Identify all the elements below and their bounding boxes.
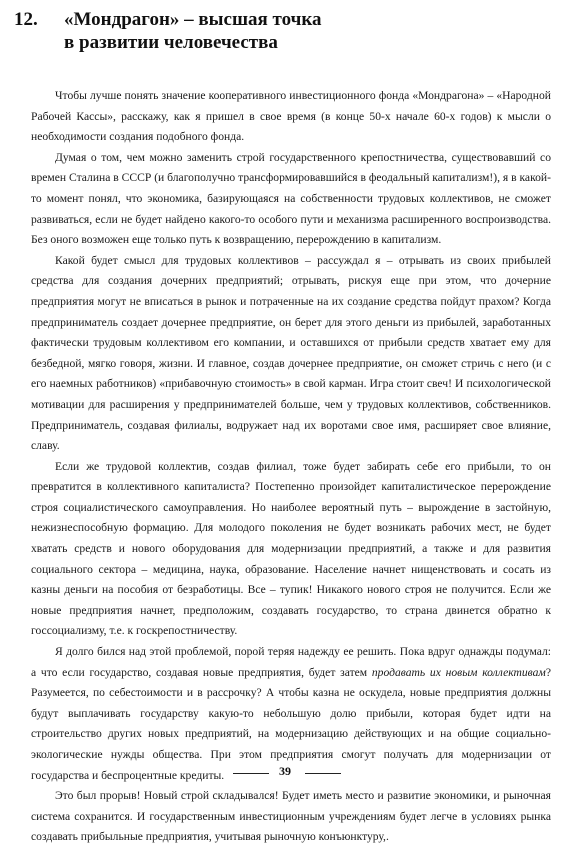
paragraph-2: Думая о том, чем можно заменить строй государственного крепостничества, существовавший со времен Сталина в СССР (и благополучно трансформировавшийся в феодальный капитализм!), я в какой-то момент понял, что экономика, базирующаяся на собственности трудовых коллективов, не сможет развиваться, если не будет найдено какого-то особого пути и механизма расширенного воспроизводства. Без оного возможен еще только путь к возвращению, перерождению в капитализм. bbox=[31, 150, 551, 247]
body-text bbox=[31, 86, 551, 848]
paragraph-1: Чтобы лучше понять значение кооперативного инвестиционного фонда «Мондрагона» – «Народной Рабочей Кассы», расскажу, как я пришел в свое время (в конце 50-х начале 60-х годов) к мысли о необходимости создания подобного фонда. bbox=[31, 89, 551, 144]
page-number: 39 bbox=[279, 764, 291, 778]
paragraph-4: Если же трудовой коллектив, создав филиал, тоже будет забирать себе его прибыли, то он превратится в коллективного капиталиста? Постепенно произойдет капиталистическое перерождение строя социалистического самоуправления. Но наиболее вероятный путь – вырождение в застойную, нежизнеспособную формацию. Для молодого поколения не будет возникать рабочих мест, не будет хватать средств и нового оборудования для модернизации предприятий, а также и для развития социального сектора – медицина, наука, образование. Население начнет нищенствовать и сосать из казны деньги на пособия от безработицы. Все – тупик! Никакого нового строя не получится. Если же новые предприятия начнет, предположим, создавать государство, то страна двинется обратно к госсоциализму, т.е. к госкрепостничеству. bbox=[31, 459, 551, 638]
paragraph-5-end: ? Разумеется, по себестоимости и в рассрочку? А чтобы казна не оскудела, новые предприятия должны будут выплачивать государству какую-то небольшую долю прибыли, которая будет идти на строительство других новых предприятий, на модернизацию действующих и на общие социально-экологические нужды общества. При этом предприятия смогут получать для модернизации от государства и беспроцентные кредиты. bbox=[31, 665, 551, 782]
chapter-title-line-1: «Мондрагон» – высшая точка bbox=[64, 9, 322, 30]
paragraph-6: Это был прорыв! Новый строй складывался! Будет иметь место и развитие экономики, и рыночная система сохранится. И государственным инвестиционным учреждениям будет легче в условиях рынка создавать прибыльные предприятия, учитывая рыночную конъюнктуру,. bbox=[31, 789, 551, 844]
chapter-title-line-2: в развитии человечества bbox=[64, 32, 278, 53]
emphasized-phrase: продавать их новым коллективам bbox=[371, 665, 546, 679]
chapter-number: 12. bbox=[14, 9, 38, 30]
paragraph-3: Какой будет смысл для трудовых коллективов – рассуждал я – отрывать из своих прибылей средства для создания дочерних предприятий; отрывать, рискуя еще при этом, что дочерние предприятия могут не вписаться в рынок и потраченные на их создание средства пойдут прахом? Когда предприниматель создает дочернее предприятие, он берет для этого деньги из прибылей, заработанных фактически трудовым коллективом его компании, и оставшихся от прибыли средств хватает ему для безбедной, мягко говоря, жизни. И главное, создав дочернее предприятие, он сможет стричь с него (и с его наемных работников) «прибавочную стоимость» в свой карман. Игра стоит свеч! И психологической мотивации для расширения у предпринимателей больше, чем у трудовых коллективов, собственников. Предприниматель, создавая филиалы, водружает над их воротами свое имя, расширяет свое влияние, славу. bbox=[31, 253, 551, 453]
chapter-heading bbox=[14, 8, 554, 68]
paragraph-5-start: Я долго бился над этой проблемой, порой теряя надежду ее решить. Пока вдруг однажды подумал: а что если государство, создавая новые предприятия, будет затем bbox=[31, 645, 551, 679]
page-footer bbox=[0, 763, 570, 783]
footer-rule-right bbox=[305, 773, 341, 774]
footer-rule-left bbox=[233, 773, 269, 774]
